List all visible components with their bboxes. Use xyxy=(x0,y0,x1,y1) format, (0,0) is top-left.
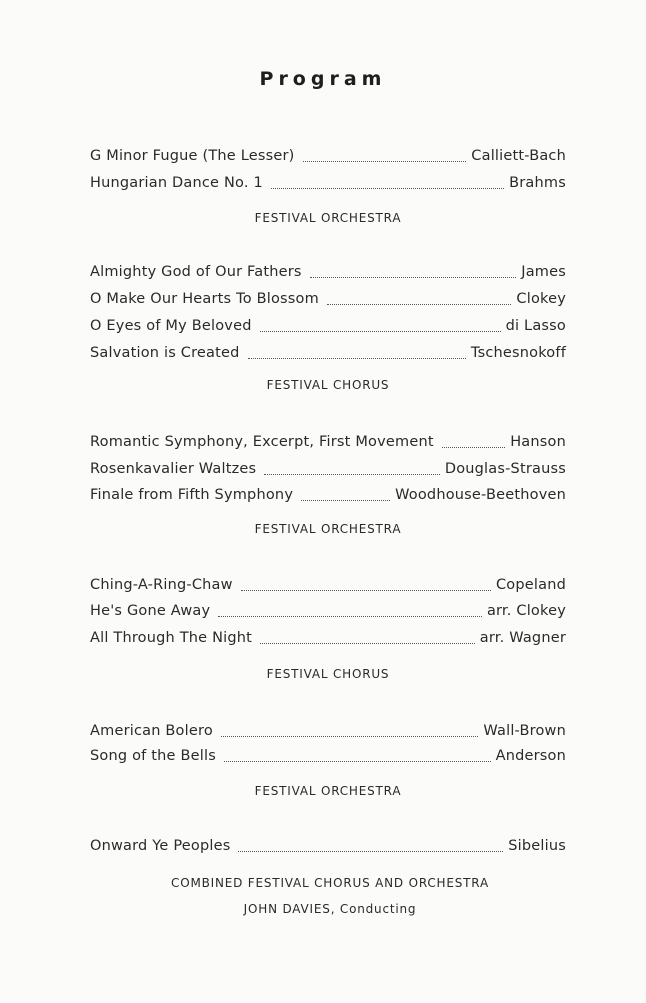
dot-leader xyxy=(264,474,440,475)
program-item xyxy=(90,630,566,646)
work-title: O Eyes of My Beloved xyxy=(90,318,252,334)
work-title: Rosenkavalier Waltzes xyxy=(90,461,257,477)
work-title: Song of the Bells xyxy=(90,748,216,764)
composer-name: James xyxy=(521,264,566,280)
work-title: G Minor Fugue (The Lesser) xyxy=(90,148,295,164)
program-item xyxy=(90,434,566,450)
dot-leader xyxy=(238,851,503,852)
program-item xyxy=(90,318,566,334)
composer-name: Hanson xyxy=(510,434,566,450)
ensemble-label: FESTIVAL CHORUS xyxy=(266,378,390,392)
work-title: Ching-A-Ring-Chaw xyxy=(90,577,233,593)
composer-name: Woodhouse-Beethoven xyxy=(395,487,566,503)
program-item xyxy=(90,264,566,280)
composer-name: arr. Clokey xyxy=(486,603,566,619)
program-item xyxy=(90,577,566,593)
work-title: All Through The Night xyxy=(90,630,253,646)
work-title: Almighty God of Our Fathers xyxy=(90,264,302,280)
dot-leader xyxy=(218,616,482,617)
dot-leader xyxy=(224,761,491,762)
work-title: Romantic Symphony, Excerpt, First Movement xyxy=(90,434,434,450)
ensemble-label: FESTIVAL CHORUS xyxy=(266,667,390,681)
dot-leader xyxy=(260,331,501,332)
work-title: Onward Ye Peoples xyxy=(90,838,231,854)
dot-leader xyxy=(310,277,517,278)
page-title: Program xyxy=(259,68,387,90)
dot-leader xyxy=(301,500,390,501)
ensemble-label: FESTIVAL ORCHESTRA xyxy=(254,211,402,225)
dot-leader xyxy=(442,447,505,448)
program-item xyxy=(90,291,566,307)
work-title: He's Gone Away xyxy=(90,603,211,619)
composer-name: Sibelius xyxy=(508,838,566,854)
ensemble-label: FESTIVAL ORCHESTRA xyxy=(254,522,402,536)
dot-leader xyxy=(260,643,475,644)
combined-ensemble-label: COMBINED FESTIVAL CHORUS AND ORCHESTRA xyxy=(171,876,489,890)
composer-name: Brahms xyxy=(509,175,566,191)
work-title: Finale from Fifth Symphony xyxy=(90,487,294,503)
work-title: Hungarian Dance No. 1 xyxy=(90,175,263,191)
conductor-credit: JOHN DAVIES, Conducting xyxy=(243,902,417,916)
program-item xyxy=(90,345,566,361)
composer-name: Copeland xyxy=(495,577,566,593)
composer-name: Wall-Brown xyxy=(483,723,566,739)
dot-leader xyxy=(271,188,504,189)
ensemble-label: FESTIVAL ORCHESTRA xyxy=(254,784,402,798)
composer-name: di Lasso xyxy=(505,318,566,334)
program-item xyxy=(90,461,566,477)
program-item xyxy=(90,487,566,503)
program-item xyxy=(90,175,566,191)
dot-leader xyxy=(303,161,467,162)
program-item xyxy=(90,723,566,739)
program-item xyxy=(90,603,566,619)
dot-leader xyxy=(248,358,466,359)
dot-leader xyxy=(221,736,479,737)
composer-name: Douglas-Strauss xyxy=(444,461,566,477)
composer-name: Tschesnokoff xyxy=(470,345,566,361)
program-item xyxy=(90,838,566,854)
composer-name: Calliett-Bach xyxy=(471,148,566,164)
work-title: American Bolero xyxy=(90,723,213,739)
program-item xyxy=(90,748,566,764)
work-title: O Make Our Hearts To Blossom xyxy=(90,291,319,307)
dot-leader xyxy=(241,590,491,591)
work-title: Salvation is Created xyxy=(90,345,240,361)
composer-name: Anderson xyxy=(495,748,566,764)
program-item xyxy=(90,148,566,164)
composer-name: arr. Wagner xyxy=(479,630,566,646)
composer-name: Clokey xyxy=(516,291,566,307)
dot-leader xyxy=(327,304,511,305)
